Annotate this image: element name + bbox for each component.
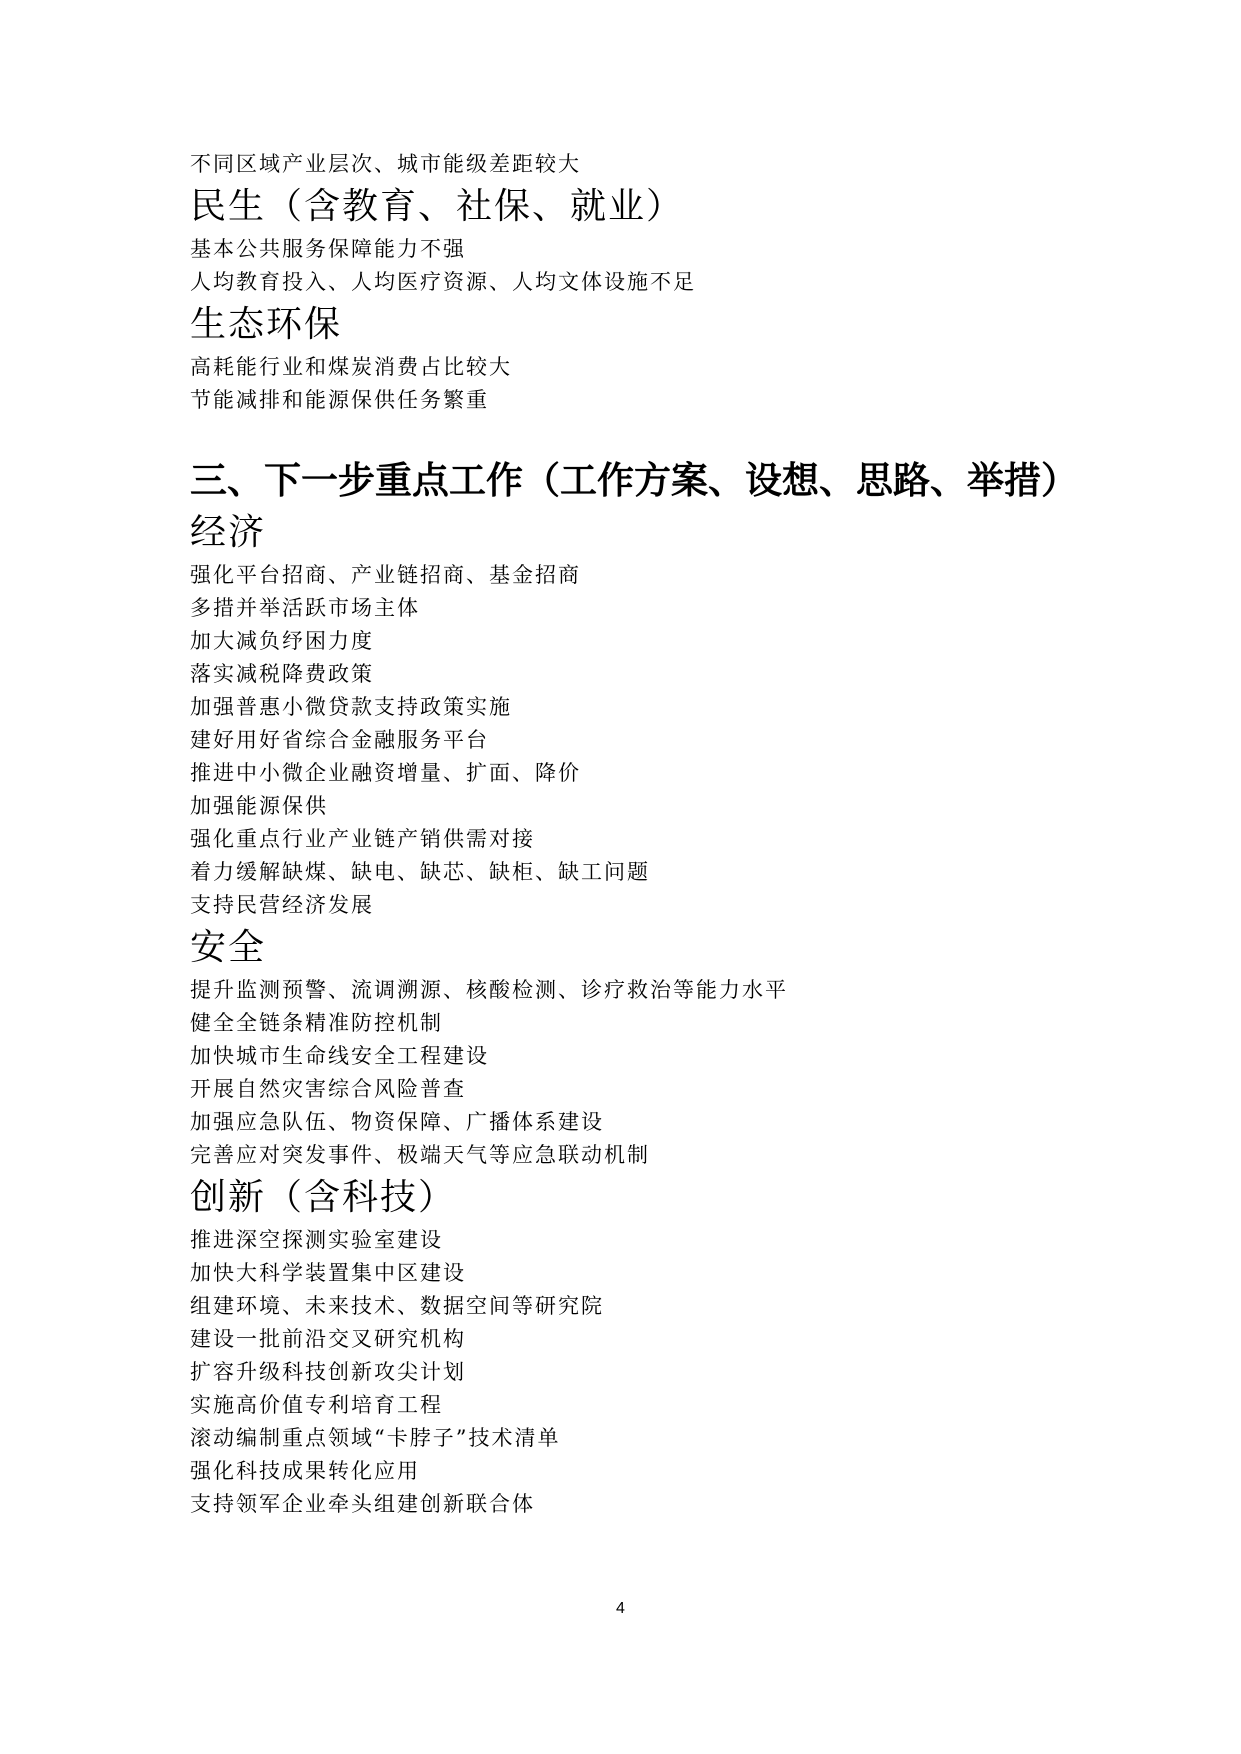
- list-item: 高耗能行业和煤炭消费占比较大: [190, 355, 512, 379]
- list-item: 支持民营经济发展: [190, 893, 374, 917]
- list-item: 健全全链条精准防控机制: [190, 1011, 443, 1035]
- list-item: 扩容升级科技创新攻尖计划: [190, 1360, 466, 1384]
- list-item: 组建环境、未来技术、数据空间等研究院: [190, 1294, 604, 1318]
- list-item: 加强能源保供: [190, 794, 328, 818]
- list-item: 实施高价值专利培育工程: [190, 1393, 443, 1417]
- list-item: 人均教育投入、人均医疗资源、人均文体设施不足: [190, 270, 696, 294]
- document-body: [190, 148, 1150, 1521]
- section-heading-jingji: 经济: [190, 512, 267, 553]
- list-item: 推进中小微企业融资增量、扩面、降价: [190, 761, 581, 785]
- list-item: 建好用好省综合金融服务平台: [190, 728, 489, 752]
- page-number: 4: [616, 1600, 625, 1617]
- list-item: 落实减税降费政策: [190, 662, 374, 686]
- list-item: 建设一批前沿交叉研究机构: [190, 1327, 466, 1351]
- section-heading-chuangxin: 创新（含科技）: [190, 1177, 457, 1218]
- list-item: 开展自然灾害综合风险普查: [190, 1077, 466, 1101]
- section-heading-anquan: 安全: [190, 927, 267, 968]
- intro-line: 不同区域产业层次、城市能级差距较大: [190, 152, 581, 176]
- list-item: 提升监测预警、流调溯源、核酸检测、诊疗救治等能力水平: [190, 978, 788, 1002]
- list-item: 完善应对突发事件、极端天气等应急联动机制: [190, 1143, 650, 1167]
- list-item: 加强应急队伍、物资保障、广播体系建设: [190, 1110, 604, 1134]
- list-item: 着力缓解缺煤、缺电、缺芯、缺柜、缺工问题: [190, 860, 650, 884]
- list-item: 加大减负纾困力度: [190, 629, 374, 653]
- list-item: 支持领军企业牵头组建创新联合体: [190, 1492, 535, 1516]
- list-item: 加强普惠小微贷款支持政策实施: [190, 695, 512, 719]
- section-heading-shengtai: 生态环保: [190, 304, 343, 345]
- list-item: 滚动编制重点领域“卡脖子”技术清单: [190, 1426, 561, 1450]
- list-item: 节能减排和能源保供任务繁重: [190, 388, 489, 412]
- section-heading-minsheng: 民生（含教育、社保、就业）: [190, 186, 685, 227]
- list-item: 强化平台招商、产业链招商、基金招商: [190, 563, 581, 587]
- list-item: 推进深空探测实验室建设: [190, 1228, 443, 1252]
- chapter-heading-next-steps: 三、下一步重点工作（工作方案、设想、思路、举措）: [190, 459, 1078, 502]
- list-item: 基本公共服务保障能力不强: [190, 237, 466, 261]
- list-item: 强化重点行业产业链产销供需对接: [190, 827, 535, 851]
- list-item: 加快城市生命线安全工程建设: [190, 1044, 489, 1068]
- list-item: 多措并举活跃市场主体: [190, 596, 420, 620]
- list-item: 强化科技成果转化应用: [190, 1459, 420, 1483]
- list-item: 加快大科学装置集中区建设: [190, 1261, 466, 1285]
